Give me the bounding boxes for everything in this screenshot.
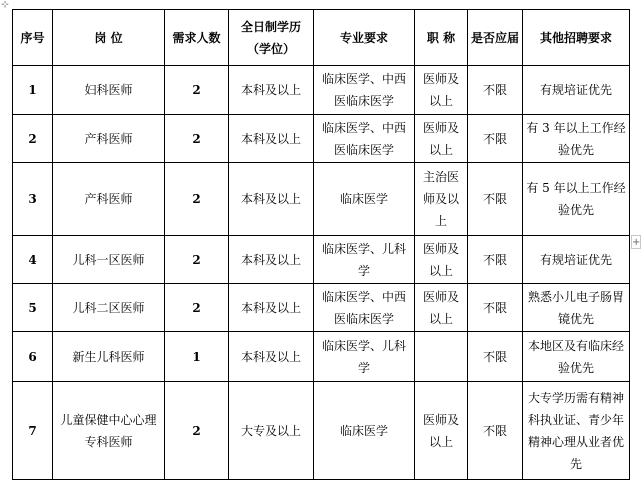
table-row (13, 382, 630, 480)
cell-fresh: 不限 (468, 382, 523, 480)
cell-fresh: 不限 (468, 332, 523, 382)
cell-major: 临床医学、儿科学 (314, 236, 415, 284)
header-title: 职 称 (415, 10, 468, 66)
cell-education: 本科及以上 (229, 284, 314, 332)
cell-other: 大专学历需有精神科执业证、青少年精神心理从业者优先 (523, 382, 630, 480)
cell-other: 有 5 年以上工作经验优先 (523, 163, 630, 236)
header-no: 序号 (13, 10, 53, 66)
table-row (13, 332, 630, 382)
cell-no: 3 (13, 163, 53, 236)
cell-no: 7 (13, 382, 53, 480)
table-row (13, 115, 630, 163)
cell-title: 医师及以上 (415, 382, 468, 480)
add-column-icon[interactable]: + (632, 237, 641, 248)
header-count: 需求人数 (165, 10, 229, 66)
cell-count: 2 (165, 66, 229, 115)
cell-position: 产科医师 (53, 115, 165, 163)
cell-count: 2 (165, 382, 229, 480)
recruitment-table (12, 9, 630, 480)
cell-title (415, 332, 468, 382)
cell-position: 妇科医师 (53, 66, 165, 115)
cell-count: 2 (165, 163, 229, 236)
header-other: 其他招聘要求 (523, 10, 630, 66)
cell-count: 2 (165, 236, 229, 284)
table-move-handle-icon[interactable]: ⊹ (1, 0, 9, 10)
cell-education: 本科及以上 (229, 66, 314, 115)
header-position: 岗 位 (53, 10, 165, 66)
cell-other: 本地区及有临床经验优先 (523, 332, 630, 382)
cell-fresh: 不限 (468, 236, 523, 284)
cell-no: 6 (13, 332, 53, 382)
cell-fresh: 不限 (468, 66, 523, 115)
cell-count: 2 (165, 284, 229, 332)
cell-other: 熟悉小儿电子肠胃镜优先 (523, 284, 630, 332)
cell-major: 临床医学、中西医临床医学 (314, 66, 415, 115)
cell-fresh: 不限 (468, 115, 523, 163)
cell-title: 医师及以上 (415, 284, 468, 332)
cell-education: 大专及以上 (229, 382, 314, 480)
cell-title: 医师及以上 (415, 66, 468, 115)
cell-major: 临床医学、中西医临床医学 (314, 284, 415, 332)
cell-major: 临床医学、儿科学 (314, 332, 415, 382)
cell-count: 2 (165, 115, 229, 163)
table-row (13, 66, 630, 115)
table-row (13, 163, 630, 236)
cell-education: 本科及以上 (229, 115, 314, 163)
cell-other: 有规培证优先 (523, 66, 630, 115)
cell-title: 医师及以上 (415, 115, 468, 163)
header-row (13, 10, 630, 66)
cell-fresh: 不限 (468, 284, 523, 332)
cell-major: 临床医学、中西医临床医学 (314, 115, 415, 163)
table-row (13, 236, 630, 284)
cell-title: 医师及以上 (415, 236, 468, 284)
cell-position: 儿科二区医师 (53, 284, 165, 332)
cell-no: 4 (13, 236, 53, 284)
cell-position: 产科医师 (53, 163, 165, 236)
cell-no: 5 (13, 284, 53, 332)
cell-no: 2 (13, 115, 53, 163)
cell-education: 本科及以上 (229, 236, 314, 284)
cell-count: 1 (165, 332, 229, 382)
cell-fresh: 不限 (468, 163, 523, 236)
cell-position: 儿科一区医师 (53, 236, 165, 284)
cell-no: 1 (13, 66, 53, 115)
cell-position: 儿童保健中心心理专科医师 (53, 382, 165, 480)
header-fresh: 是否应届 (468, 10, 523, 66)
cell-other: 有规培证优先 (523, 236, 630, 284)
cell-title: 主治医师及以上 (415, 163, 468, 236)
cell-education: 本科及以上 (229, 163, 314, 236)
cell-major: 临床医学 (314, 163, 415, 236)
header-education: 全日制学历（学位） (229, 10, 314, 66)
table-row (13, 284, 630, 332)
header-major: 专业要求 (314, 10, 415, 66)
cell-other: 有 3 年以上工作经验优先 (523, 115, 630, 163)
cell-position: 新生儿科医师 (53, 332, 165, 382)
cell-education: 本科及以上 (229, 332, 314, 382)
cell-major: 临床医学 (314, 382, 415, 480)
